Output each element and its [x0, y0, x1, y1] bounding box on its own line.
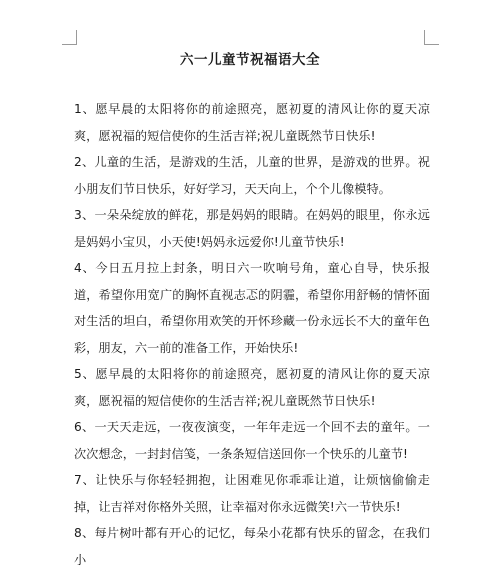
- crop-mark-top-right: [424, 30, 439, 45]
- paragraph-6: 6、一天天走远，一夜夜演变，一年年走远一个回不去的童年。一次次想念，一封封信笺，一条条短信送回你一个快乐的儿童节!: [74, 420, 430, 461]
- paragraph-2: 2、儿童的生活，是游戏的生活，儿童的世界，是游戏的世界。祝小朋友们节日快乐，好好学习，天天向上，个个儿像模特。: [74, 155, 430, 196]
- paragraph-4: 4、今日五月拉上封条，明日六一吹响号角，童心自导，快乐报道，希望你用宽广的胸怀直视志忑的阴霾，希望你用舒畅的情怀面对生活的坦白，希望你用欢笑的开怀珍藏一份永远长不大的童年色彩，朋友，六一前的准备工作，开始快乐!: [74, 261, 430, 355]
- paragraph-8: 8、每片树叶都有开心的记忆，每朵小花都有快乐的留念，在我们小: [74, 526, 430, 567]
- document-body: [74, 96, 430, 573]
- crop-mark-top-left: [62, 30, 77, 45]
- paragraph-3: 3、一朵朵绽放的鲜花，那是妈妈的眼睛。在妈妈的眼里，你永远是妈妈小宝贝，小天使!妈妈永远爱你!儿童节快乐!: [74, 208, 430, 249]
- paragraph-7: 7、让快乐与你轻轻拥抱，让困难见你乖乖让道，让烦恼偷偷走掉，让吉祥对你格外关照，让幸福对你永远微笑!六一节快乐!: [74, 473, 430, 514]
- document-title: 六一儿童节祝福语大全: [180, 52, 320, 68]
- paragraph-1: 1、愿早晨的太阳将你的前途照亮，愿初夏的清风让你的夏天凉爽，愿祝福的短信使你的生活吉祥;祝儿童既然节日快乐!: [74, 102, 430, 143]
- paragraph-5: 5、愿早晨的太阳将你的前途照亮，愿初夏的清风让你的夏天凉爽，愿祝福的短信使你的生活吉祥;祝儿童既然节日快乐!: [74, 367, 430, 408]
